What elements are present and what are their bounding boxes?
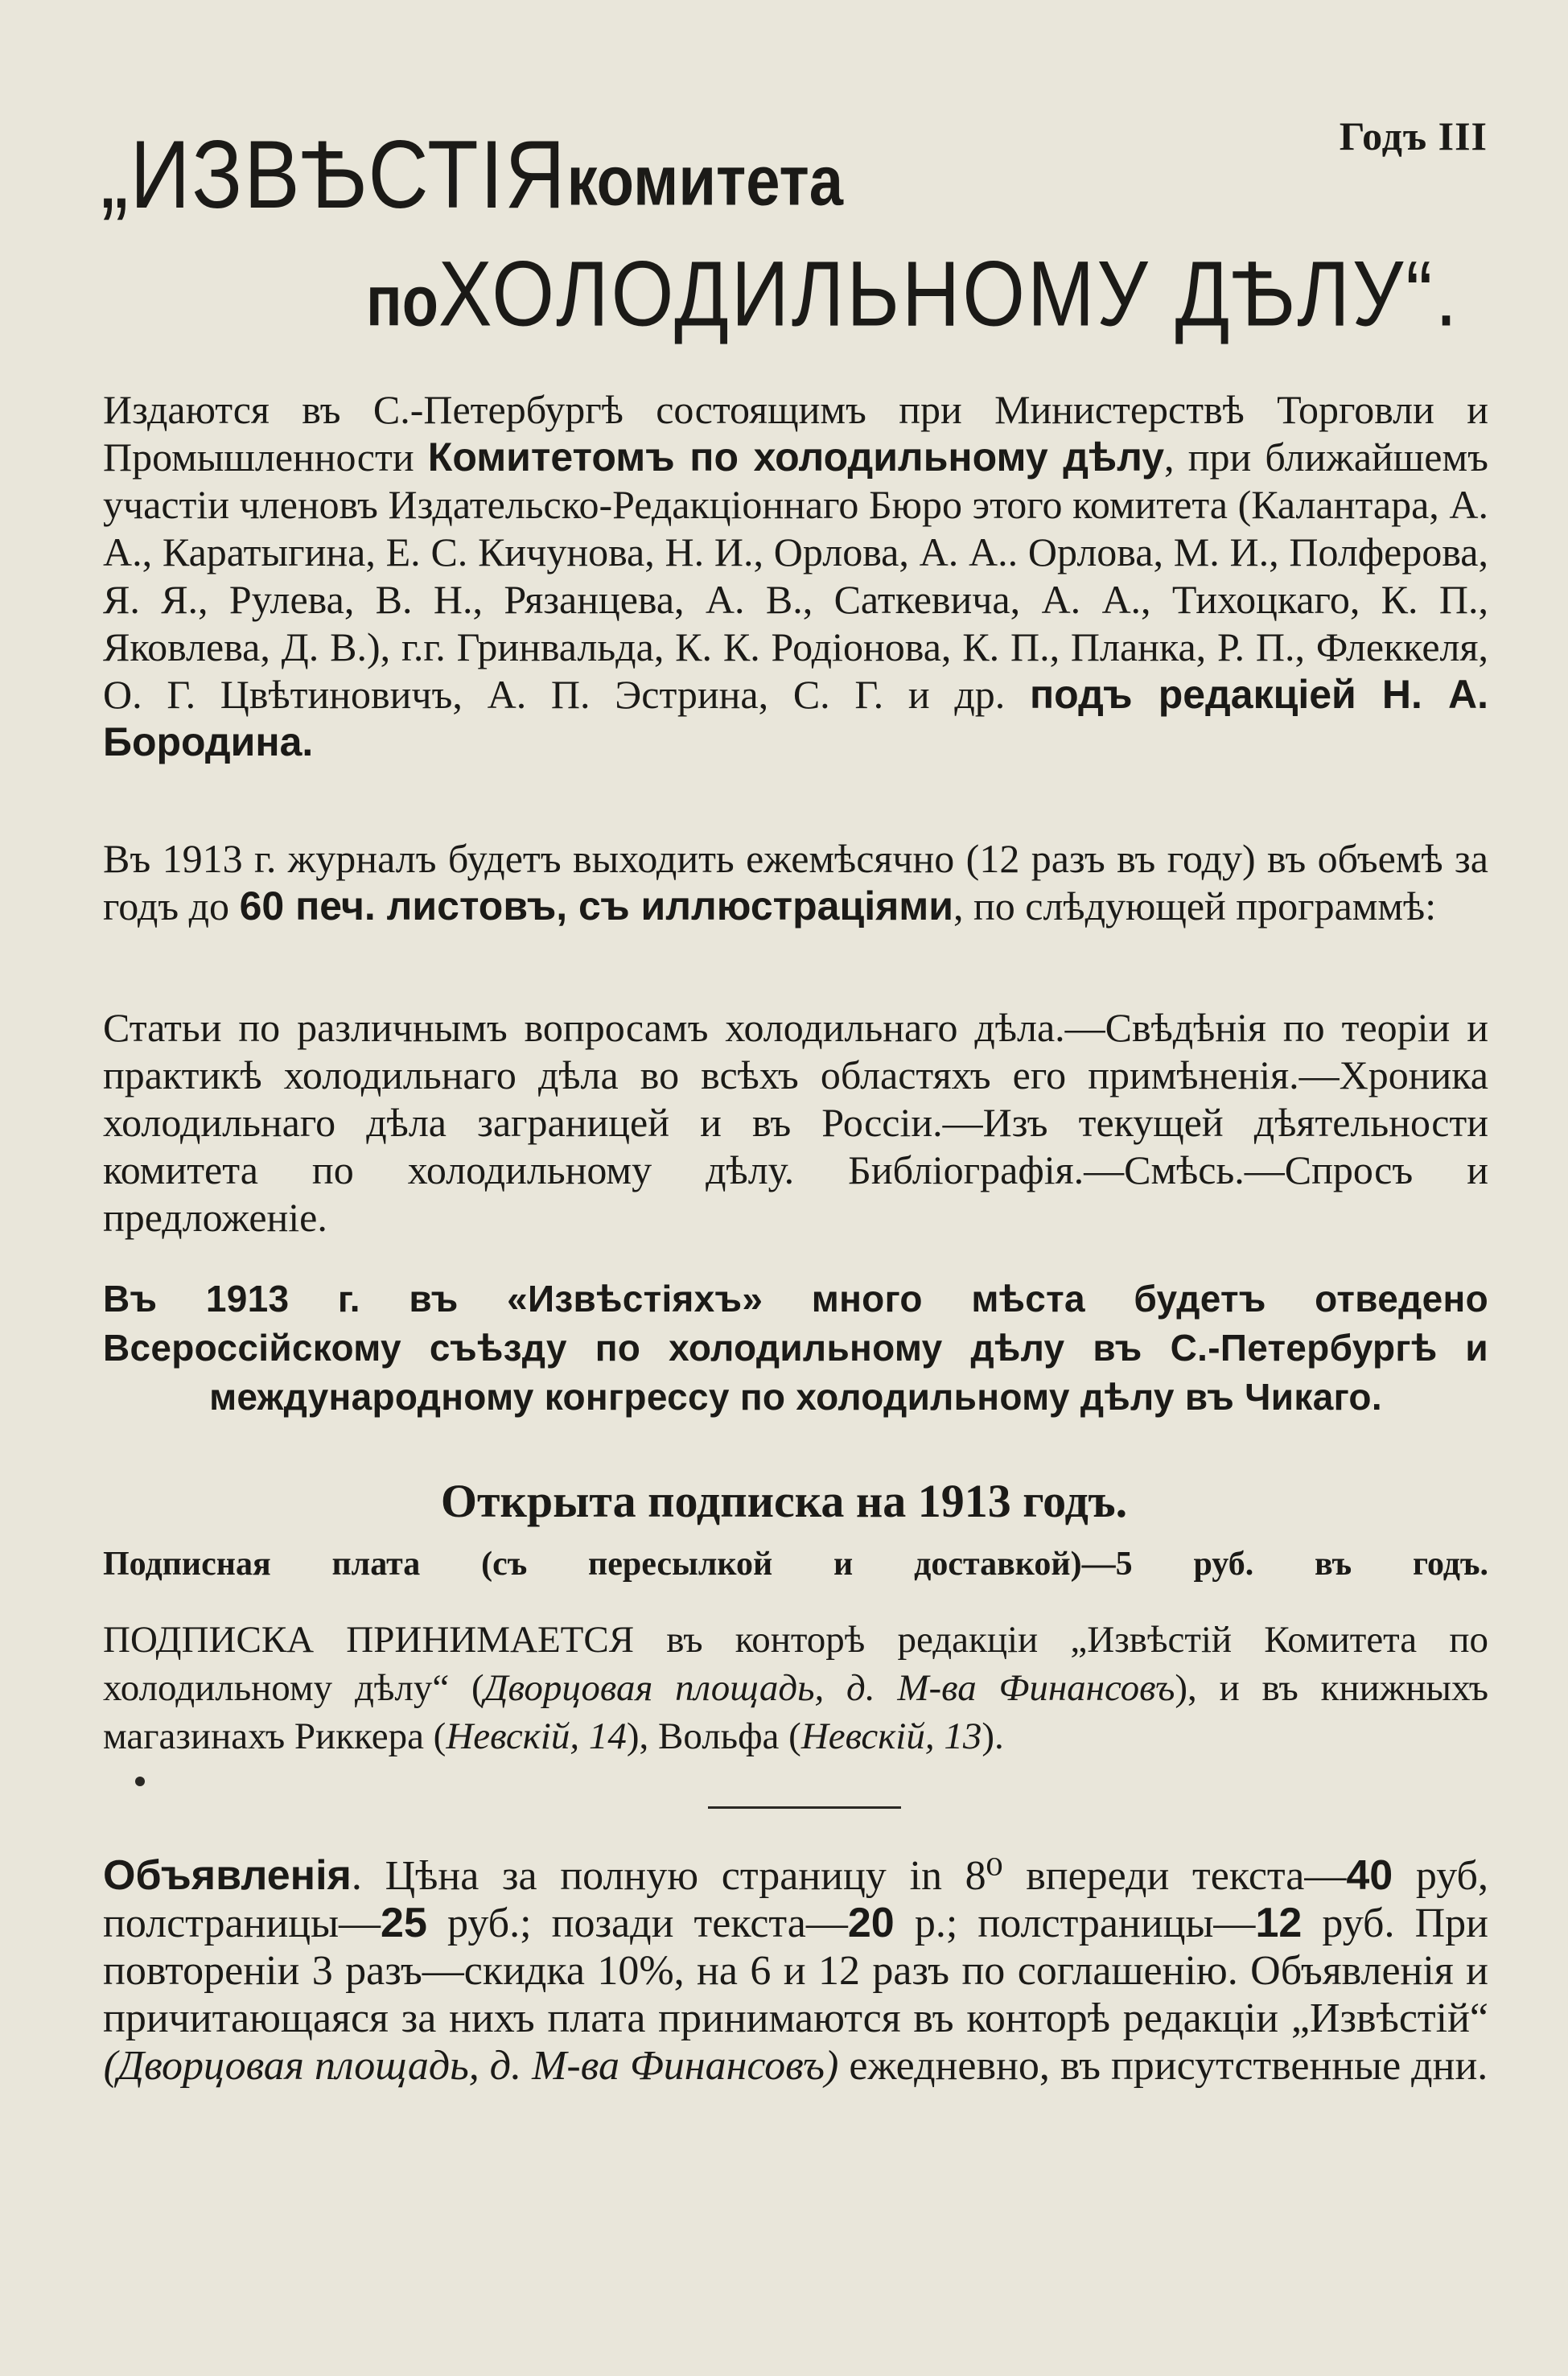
title-holodilnomu: ХОЛОДИЛЬНОМУ ДѢЛУ“. [438,242,1460,346]
title-komiteta: комитета [566,142,844,220]
p2-volume-bold: 60 печ. листовъ, съ иллюстрацiями [239,883,954,929]
p6-price-40: 40 [1346,1852,1393,1899]
p1-text-2: , при ближайшемъ участiи членовъ Издательско-Редакцiоннаго Бюро этого комитета (Калантара, А. А., Каратыгина, Е. С. Кичунова, Н. И., Орлова, А. А.. Орлова, М. И., Полферова, Я. Я., Рулева, В. Н., Рязанцева, А. В., Саткевича, А. А., Тихоцкаго, К. П., Яковлева, Д. В.), г.г. Гринвальда, К. К. Родiонова, К. П., Планка, Р. П., Флеккеля, О. Г. Цвѣтиновичъ, А. П. Эстрина, С. Г. и др. [103,434,1488,717]
p5-lead: ПОДПИСКА ПРИНИМАЕТСЯ [103,1619,635,1661]
subscription-heading: Открыта подписка на 1913 годъ. [440,1475,1128,1527]
p1-committee-bold: Комитетомъ по холодильному дѣлу [427,434,1165,480]
p6-price-12: 12 [1255,1900,1303,1946]
p5-address-1: Дворцовая площадь, д. М-ва Финансовъ [484,1667,1175,1709]
advertisements-paragraph [103,1852,1488,2090]
p6-text-5: руб. При повторенiи 3 разъ—скидка 10%, на 6 и 12 разъ по соглашенiю. Объявленiя и причитающаяся за нихъ плата принимаются въ конторѣ редакцiи „Извѣстiй“ [103,1900,1489,2041]
p1-editor-bold: подъ редакцiей Н. А. Бородина. [103,672,1488,764]
p5-text-3: ), Вольфа ( [626,1715,801,1757]
congress-paragraph: Въ 1913 г. въ «Извѣстiяхъ» много мѣста будетъ отведено Всероссiйскому съѣзду по холодильному дѣлу въ С.-Петербургѣ и международному конгрессу по холодильному дѣлу въ Чикаго. [103,1278,1488,1418]
p6-text-4: р.; полстраницы— [894,1900,1256,1946]
section-divider [708,1806,901,1809]
p1-text-1: Издаются въ С.-Петербургѣ состоящимъ при Министерствѣ Торговли и Промышленности [103,387,1488,480]
p6-price-25: 25 [381,1900,427,1946]
title-line-2 [366,241,1460,346]
p6-text-6: ежедневно, въ присутственные дни. [838,2043,1488,2089]
ads-heading: Объявленiя [103,1852,352,1899]
p5-text-1: въ конторѣ редакцiи „Извѣстiй Комитета по холодильному дѣлу“ ( [103,1619,1488,1709]
p6-address: (Дворцовая площадь, д. М-ва Финансовъ) [103,2043,839,2089]
p6-text-3: руб.; позади текста— [426,1900,848,1946]
p6-price-20: 20 [847,1900,895,1946]
p5-text-2: ), и въ книжныхъ магазинахъ Риккера ( [103,1667,1489,1757]
p5-text-4: ). [982,1715,1004,1757]
subscription-price: Подписная плата (съ пересылкой и доставкой)—5 руб. въ годъ. [103,1546,1488,1583]
year-label: Годъ III [1339,113,1488,159]
p2-text-1: Въ 1913 г. журналъ будетъ выходить ежемѣсячно (12 разъ въ году) въ объемѣ за годъ до [103,836,1488,929]
title-line-1 [101,121,953,229]
subscription-accepted-paragraph [103,1616,1488,1760]
p6-text-2: руб, полстраницы— [103,1853,1488,1946]
publisher-paragraph [103,386,1488,766]
schedule-paragraph [103,835,1488,930]
program-paragraph: Статьи по различнымъ вопросамъ холодильнаго дѣла.—Свѣдѣнiя по теорiи и практикѣ холодильнаго дѣла во всѣхъ областяхъ его примѣненiя.—Хроника холодильнаго дѣла заграницей и въ Россiи.—Изъ текущей дѣятельности комитета по холодильному дѣлу. Библiографiя.—Смѣсь.—Спросъ и предложенiе. [103,1005,1488,1240]
p5-address-3: Невскiй, 13 [800,1715,982,1757]
title-po: по [366,261,438,341]
bullet-dot [135,1777,145,1786]
p2-text-2: , по слѣдующей программѣ: [953,883,1437,929]
title-izvestiya: „ИЗВѢСТIЯ [101,121,567,229]
p5-address-2: Невскiй, 14 [446,1715,627,1757]
p6-text-1: . Цѣна за полную страницу in 8⁰ впереди текста— [351,1853,1347,1899]
